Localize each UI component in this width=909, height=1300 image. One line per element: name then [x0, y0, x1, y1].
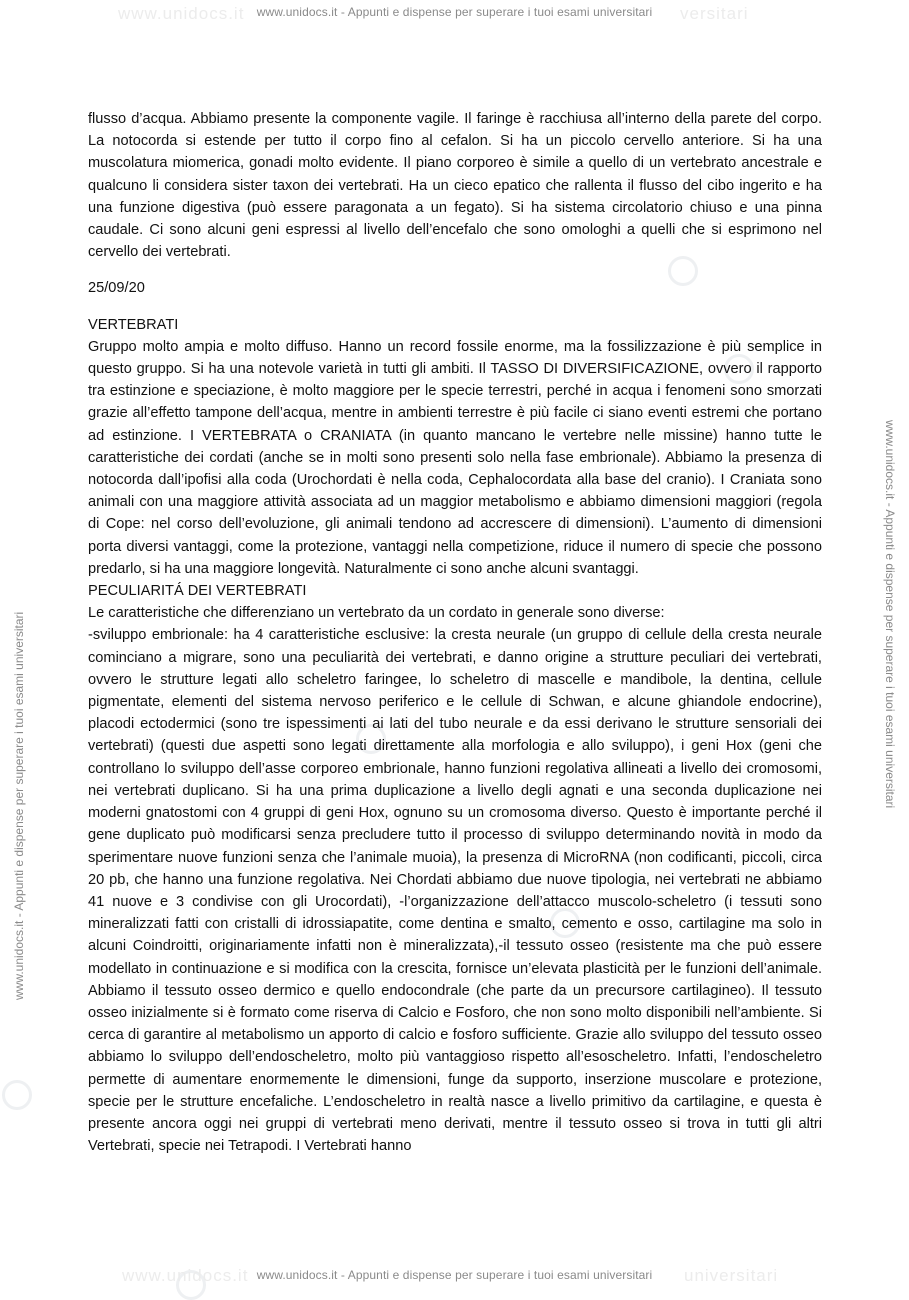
watermark-ghost-top-left: www.unidocs.it [118, 4, 245, 23]
paragraph-amphioxus: flusso d’acqua. Abbiamo presente la componente vagile. Il faringe è racchiusa all’interno della parete del corpo. La notocorda si estende per tutto il corpo fino al cefalon. Si ha un piccolo cervello anteriore. Si ha una muscolatura miomerica, gonadi molto evidente. Il piano corporeo è simile a quello di un vertebrato ancestrale e qualcuno li considera sister taxon dei vertebrati. Ha un cieco epatico che rallenta il flusso del cibo ingerito e ha una funzione digestiva (può essere paragonata a un fegato). Si ha sistema circolatorio chiuso e una pinna caudale. Ci sono alcuni geni espressi al livello dell’encefalo che sono omologhi a quelli che si esprimono nel cervello dei vertebrati. [88, 111, 822, 261]
paragraph-embryonic-development: -sviluppo embrionale: ha 4 caratteristiche esclusive: la cresta neurale (un gruppo di cellule della cresta neurale cominciano a migrare, sono una peculiarità dei vertebrati, e danno origine a strutture peculiari dei vertebrati, ovvero le strutture legati allo scheletro faringee, lo scheletro di mascelle e mandibole, la dentina, cellule pigmentate, elementi del sistema nervoso periferico e le cellule di Schwan, e alcune ghiandole endocrine), placodi ectodermici (sono tre ispessimenti ai lati del tubo neurale e da essi derivano le strutture sensoriali dei vertebrati) (questi due aspetti sono legati direttamente alla morfologia e allo sviluppo), i geni Hox (geni che controllano lo sviluppo dell’asse corporeo embrionale, hanno funzioni regolativa allineati a livello dei cromosomi, nei vertebrati duplicano. Si ha una prima duplicazione a livello degli agnati e una seconda duplicazione nei moderni gnatostomi con 4 gruppi di geni Hox, ognuno su un cromosoma diverso. Questo è importante perché il gene duplicato può modificarsi senza precludere tutto il processo di sviluppo determinando novità in modo da sperimentare nuove funzioni senza che l’animale muoia), la presenza di MicroRNA (non codificanti, piccoli, circa 20 pb, che hanno una funzione regolativa. Nei Chordati abbiamo due nuove tipologia, nei vertebrati ne abbiamo 41 nuove e 3 condivise con gli Urocordati), -l’organizzazione dell’attacco muscolo-scheletro (i tessuti sono mineralizzati fatti con cristalli di idrossiapatite, come dentina e smalto, cemento e osso, cartilagine ma solo in alcuni Coindroitti, originariamente infatti non è mineralizzata),-il tessuto osseo (resistente ma che può essere modellato in continuazione e si modifica con la crescita, fornisce un’elevata plasticità per le funzioni dell’animale. Abbiamo il tessuto osseo dermico e quello endocondrale (che parte da un precursore cartilagineo). Il tessuto osseo inizialmente si è formato come riserva di Calcio e Fosforo, che non sono molto disponibili nell’ambiente. Si cerca di garantire al metabolismo un apporto di calcio e fosforo sufficiente. Grazie allo sviluppo del tessuto osseo abbiamo lo sviluppo dell’endoscheletro, molto più vantaggioso rispetto all’esoscheletro. Infatti, l’endoscheletro permette di aumentare enormemente le dimensioni, funge da supporto, inserzione muscolare e protezione, specie per le strutture encefaliche. L’endoscheletro in realtà nasce a livello primitivo da cartilagine, e questa è presente ancora oggi nei gruppi di vertebrati meno derivati, mentre il tessuto osseo si trova in tutti gli altri Vertebrati, specie nei Tetrapodi. I Vertebrati hanno [88, 627, 822, 1155]
watermark-logo-icon [2, 1080, 32, 1110]
date-label: 25/09/20 [88, 280, 145, 297]
paragraph-intro-characteristics: Le caratteristiche che differenziano un vertebrato da un cordato in generale sono diverse: [88, 605, 665, 622]
watermark-ghost-top-right: versitari [680, 4, 749, 23]
document-body [88, 108, 822, 1157]
section-heading-peculiarita: PECULIARITÁ DEI VERTEBRATI [88, 583, 307, 600]
watermark-ghost-bottom-left: www.unidocs.it [122, 1266, 249, 1285]
footer-watermark: www.unidocs.it - Appunti e dispense per superare i tuoi esami universitari [256, 1268, 653, 1282]
section-heading-vertebrati: VERTEBRATI [88, 316, 179, 333]
right-side-watermark: www.unidocs.it - Appunti e dispense per superare i tuoi esami universitari [883, 420, 897, 809]
left-side-watermark: www.unidocs.it - Appunti e dispense per superare i tuoi esami universitari [12, 611, 26, 1000]
paragraph-vertebrati: Gruppo molto ampia e molto diffuso. Hanno un record fossile enorme, ma la fossilizzazione è più semplice in questo gruppo. Si ha una notevole varietà in tutti gli ambiti. Il TASSO DI DIVERSIFICAZIONE, ovvero il rapporto tra estinzione e speciazione, è molto maggiore per le specie terrestri, perché in acqua i fenomeni sono smorzati grazie all’effetto tampone dell’acqua, mentre in ambienti terrestre è più facile ci siano eventi estremi che portano ad estinzione. I VERTEBRATA o CRANIATA (in quanto mancano le vertebre nelle missine) hanno tutte le caratteristiche dei cordati (anche se in molti sono presenti solo nella fase embrionale). Abbiamo la presenza di notocorda dall’ipofisi alla coda (Urochordati è nella coda, Cephalocordata alla base del cranio). I Craniata sono animali con una maggiore attività associata ad un maggior metabolismo e abbiamo dimensioni maggiori (regola di Cope: nel corso dell’evoluzione, gli animali tendono ad accrescere di dimensioni). L’aumento di dimensioni porta diversi vantaggi, come la protezione, vantaggi nella competizione, riduce il numero di specie che possono predarlo, si ha una maggiore longevità. Naturalmente ci sono anche alcuni svantaggi. [88, 338, 822, 577]
watermark-ghost-bottom-right: universitari [684, 1266, 779, 1285]
header-watermark: www.unidocs.it - Appunti e dispense per superare i tuoi esami universitari [256, 5, 653, 19]
